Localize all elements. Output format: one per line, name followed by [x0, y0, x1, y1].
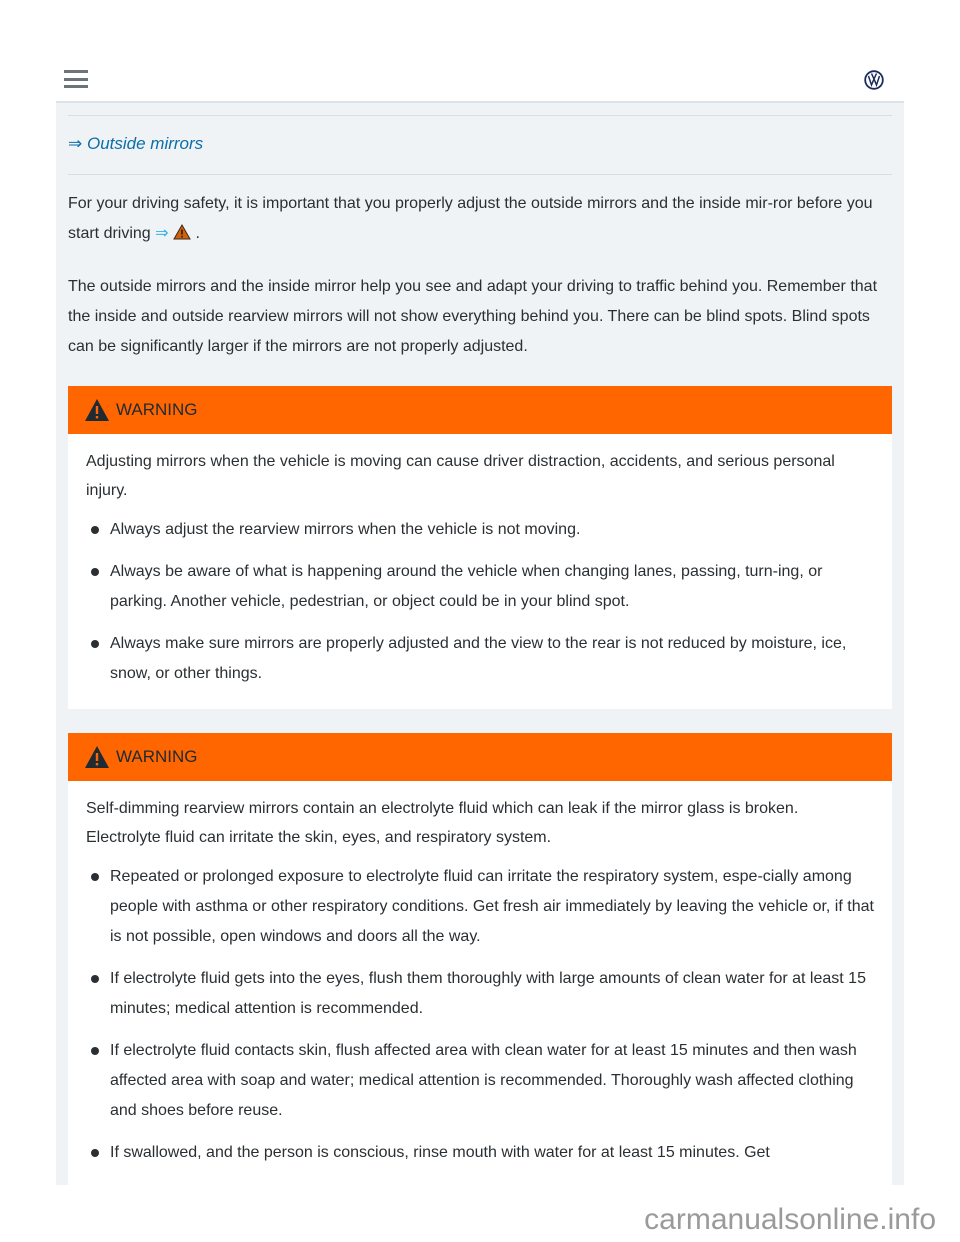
list-item: If electrolyte fluid contacts skin, flush affected area with clean water for at least 15 minutes and then wash affected area with soap and water; medical attention is recommended. Thoroughly wash affected clothing and shoes before reuse.: [86, 1036, 874, 1126]
intro-end: .: [195, 225, 200, 242]
vw-logo-icon[interactable]: [864, 70, 884, 90]
warning-body: Adjusting mirrors when the vehicle is moving can cause driver distraction, accidents, and serious personal injury.: [86, 453, 835, 499]
warning-box-2: [68, 733, 892, 1185]
warning-body: Self-dimming rearview mirrors contain an electrolyte fluid which can leak if the mirror glass is broken. Electrolyte fluid can irritate the skin, eyes, and respiratory system.: [86, 800, 799, 846]
list-item: Always be aware of what is happening around the vehicle when changing lanes, passing, turn-ing, or parking. Another vehicle, pedestrian, or object could be in your blind spot.: [86, 557, 874, 617]
divider: [68, 174, 892, 175]
list-item: If swallowed, and the person is conscious, rinse mouth with water for at least 15 minutes. Get: [86, 1138, 874, 1168]
list-item: If electrolyte fluid gets into the eyes, flush them thoroughly with large amounts of clean water for at least 15 minutes; medical attention is recommended.: [86, 964, 874, 1024]
warning-ref-arrow[interactable]: ⇒: [155, 225, 169, 242]
top-bar: [56, 0, 904, 103]
list-item: Always adjust the rearview mirrors when the vehicle is not moving.: [86, 515, 874, 545]
blind-spot-paragraph: The outside mirrors and the inside mirror help you see and adapt your driving to traffic behind you. Remember that the inside and outside rearview mirrors will not show everything behind you. There can be blind spots. Blind spots can be significantly larger if the mirrors are not properly adjusted.: [68, 278, 878, 355]
list-item: Repeated or prolonged exposure to electrolyte fluid can irritate the respiratory system, espe-cially among people with asthma or other respiratory conditions. Get fresh air immediately by leaving the vehicle or, if that is not possible, open windows and doors all the way.: [86, 862, 874, 952]
warning-triangle-icon[interactable]: [173, 224, 191, 240]
intro-text: For your driving safety, it is important that you properly adjust the outside mirrors and the inside mir-ror before you start driving: [68, 195, 873, 242]
link-label: Outside mirrors: [86, 134, 204, 153]
warning-triangle-icon: [84, 745, 110, 769]
hamburger-menu-icon[interactable]: [64, 70, 88, 88]
link-arrow: ⇒: [68, 134, 83, 153]
content-panel: [56, 103, 904, 1185]
warning-title: WARNING: [116, 747, 198, 766]
warning-title: WARNING: [116, 400, 198, 419]
warning-box-1: [68, 386, 892, 709]
warning-header: [68, 733, 892, 781]
intro-paragraph: [68, 189, 892, 249]
watermark: carmanualsonline.info: [644, 1203, 936, 1236]
list-item: Always make sure mirrors are properly adjusted and the view to the rear is not reduced by moisture, ice, snow, or other things.: [86, 629, 874, 689]
outside-mirrors-link[interactable]: [68, 116, 892, 174]
warning-triangle-icon: [84, 398, 110, 422]
warning-header: [68, 386, 892, 434]
